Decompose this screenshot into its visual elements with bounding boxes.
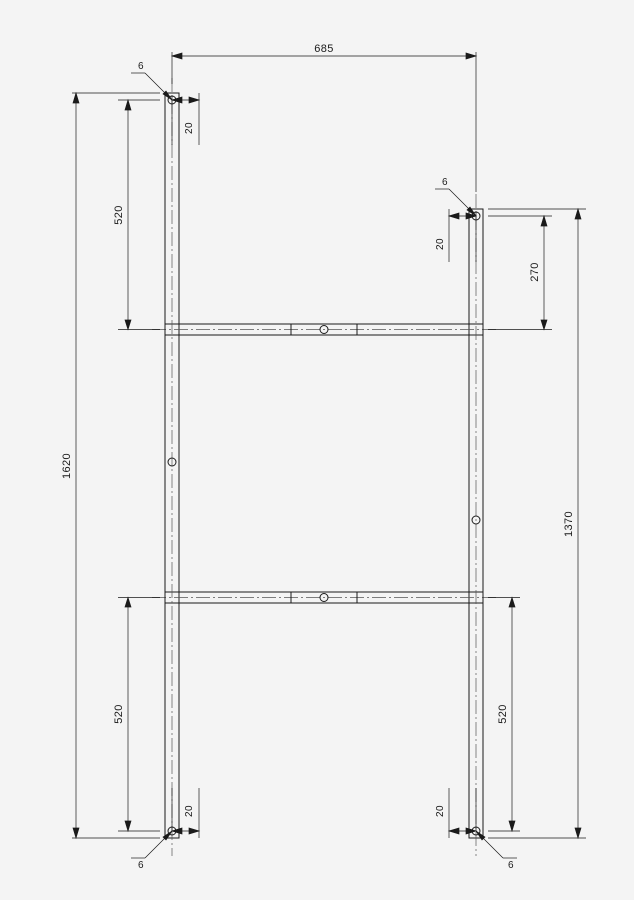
leader-label-left-top-6: 6 [138,61,144,72]
dimension-label-overall-height-left: 1620 [61,452,73,480]
dimension-label-overall-height-right: 1370 [563,510,575,538]
leader-left-bottom [131,831,172,858]
leader-label-right-bottom-6: 6 [508,860,514,871]
arrow-head [163,91,172,100]
arrow-head [541,320,547,330]
dimension-label-right-bottom-20: 20 [435,805,446,817]
arrow-head [575,209,581,219]
leader-right-top [435,189,476,216]
dimension-left-top-20 [172,93,199,145]
arrow-head [476,831,485,840]
arrow-head [509,821,515,831]
arrow-head [541,216,547,226]
arrow-head [172,828,182,834]
leader-right-bottom [476,831,517,858]
leader-label-right-top-6: 6 [442,177,448,188]
arrow-head [449,828,459,834]
dimension-right-upper-270 [488,216,552,330]
leader-left-top [131,73,172,100]
dimension-label-left-top-20: 20 [184,122,195,134]
arrow-head [125,821,131,831]
arrow-head [73,828,79,838]
arrow-head [575,828,581,838]
arrow-head [172,97,182,103]
joint-markers [165,96,483,835]
leader-label-left-bottom-6: 6 [138,860,144,871]
dimension-label-overall-width: 685 [314,43,334,55]
dimension-label-right-lower-520: 520 [497,704,509,724]
frame-geometry [165,93,483,838]
dimension-label-left-lower-520: 520 [113,704,125,724]
centerlines [152,78,496,856]
arrow-head [73,93,79,103]
dimension-overall-width [172,52,476,192]
arrow-head [449,213,459,219]
arrow-head [172,53,182,59]
dimension-label-right-top-20: 20 [435,238,446,250]
arrow-head [163,831,172,840]
dimension-label-left-bottom-20: 20 [184,805,195,817]
dimension-right-top-20 [449,209,476,262]
arrow-head [125,100,131,110]
arrow-head [466,53,476,59]
arrow-head [125,598,131,608]
arrow-head [189,828,199,834]
dimension-right-bottom-20 [449,788,476,838]
arrow-head [125,320,131,330]
arrow-head [466,828,476,834]
dimension-label-right-upper-270: 270 [529,262,541,282]
arrow-head [189,97,199,103]
dimension-overall-height-left [72,93,160,838]
dimension-label-left-upper-520: 520 [113,205,125,225]
arrow-head [509,598,515,608]
